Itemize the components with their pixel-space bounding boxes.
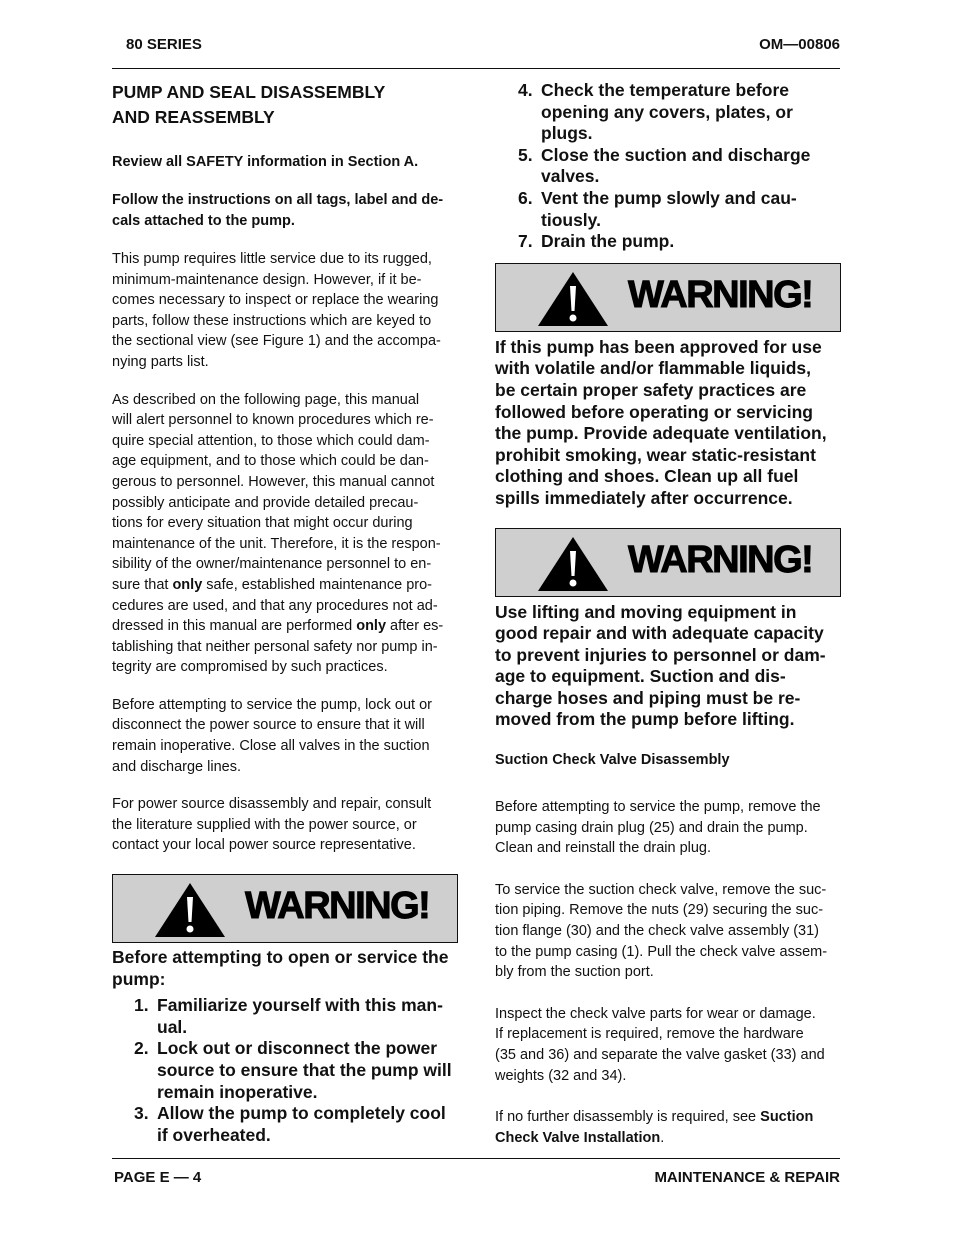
list-item: 2. Lock out or disconnect the power source to ensure that the pump will remain inoperative. [134, 1038, 452, 1102]
section-title: PUMP AND SEAL DISASSEMBLY AND REASSEMBLY [112, 82, 386, 127]
warning-box [495, 263, 841, 332]
paragraph-service-intro: This pump requires little service due to its rugged, minimum-maintenance design. However, if it be- comes necessary to inspect or replace the wearing parts, follow these instructions which are keyed to the sectional view (see Figure 1) and the accompa- nying parts list. [112, 251, 441, 370]
paragraph-inspect-parts: Inspect the check valve parts for wear or damage. If replacement is required, remove the hardware (35 and 36) and separate the valve gasket (33) and weights (32 and 34). [495, 1005, 825, 1084]
list-item: 4. Check the temperature before opening any covers, plates, or plugs. [518, 80, 793, 144]
warning-triangle-icon [536, 270, 610, 328]
warning-title: WARNING! [628, 273, 813, 316]
lifting-warning: Use lifting and moving equipment in good repair and with adequate capacity to prevent injuries to personnel or dam- age to equipment. Suction and dis- charge hoses and piping must be re- moved from the pump before lifting. [495, 601, 826, 730]
follow-instructions-note: Follow the instructions on all tags, label and de- cals attached to the pump. [112, 192, 444, 229]
subsection-heading: Suction Check Valve Disassembly [495, 752, 730, 769]
paragraph-power-source: For power source disassembly and repair, consult the literature supplied with the power source, or contact your local power source representative. [112, 796, 432, 854]
warning-triangle-icon [536, 535, 610, 593]
series-label: 80 SERIES [126, 36, 202, 53]
warning-triangle-icon [153, 881, 227, 939]
list-item: 6. Vent the pump slowly and cau- tiously. [518, 187, 797, 230]
paragraph-lockout: Before attempting to service the pump, lock out or disconnect the power source to ensure that it will remain inoperative. Close all valves in the suction and discharge lines. [112, 696, 432, 775]
paragraph-check-valve-removal: To service the suction check valve, remove the suc- tion piping. Remove the nuts (29) securing the suc- tion flange (30) and the check valve assembly (31) to the pump casing (1). Pull the check valve assem- bly from the suction port. [495, 881, 828, 981]
section-name: MAINTENANCE & REPAIR [654, 1169, 840, 1186]
paragraph-drain-plug: Before attempting to service the pump, remove the pump casing drain plug (25) and drain the pump. Clean and reinstall the drain plug. [495, 799, 821, 857]
warning-box [495, 528, 841, 597]
page-footer [112, 1158, 840, 1193]
page-number: PAGE E — 4 [114, 1169, 202, 1186]
document-number: OM—00806 [759, 36, 840, 53]
list-item: 3. Allow the pump to completely cool if overheated. [134, 1103, 446, 1145]
precaution-steps-list [134, 995, 458, 1146]
flammable-liquids-warning: If this pump has been approved for use with volatile and/or flammable liquids, be certain proper safety practices are followed before operating or servicing the pump. Provide adequate ventilation, prohibit smoking, wear static-resistant clothing and shoes. Clean up all fuel spills immediately after occurrence. [495, 336, 827, 508]
before-service-note: Before attempting to open or service the pump: [112, 947, 449, 989]
left-column [112, 80, 458, 1146]
page-header [112, 34, 840, 69]
list-item: 5. Close the suction and discharge valves. [518, 144, 811, 187]
list-item: 7. Drain the pump. [518, 231, 675, 252]
review-safety-note: Review all SAFETY information in Section A. [112, 154, 419, 170]
paragraph-see-installation: If no further disassembly is required, see Suction Check Valve Installation. [495, 1109, 814, 1146]
list-item: 1. Familiarize yourself with this man- ual. [134, 995, 443, 1037]
warning-title: WARNING! [245, 885, 430, 928]
precaution-steps-continued [518, 80, 841, 253]
right-column [495, 80, 841, 1148]
warning-title: WARNING! [628, 538, 813, 581]
paragraph-alerts: As described on the following page, this manual will alert personnel to known procedures which re- quire special attention, to those which could dam- age equipment, and to those which could be dan- gerous to personnel. However, this manual cannot possibly anticipate and provide detailed precau- tions for every situation that might occur during maintenance of the unit. Therefore, it is the respon- sibility of the owner/maintenance personnel to en- sure that only safe, established maintenance pro- cedures are used, and that any procedures not ad- dressed in this manual are performed only after es- tablishing that neither personal safety nor pump in- tegrity are compromised by such practices. [112, 391, 444, 676]
warning-box [112, 874, 458, 943]
